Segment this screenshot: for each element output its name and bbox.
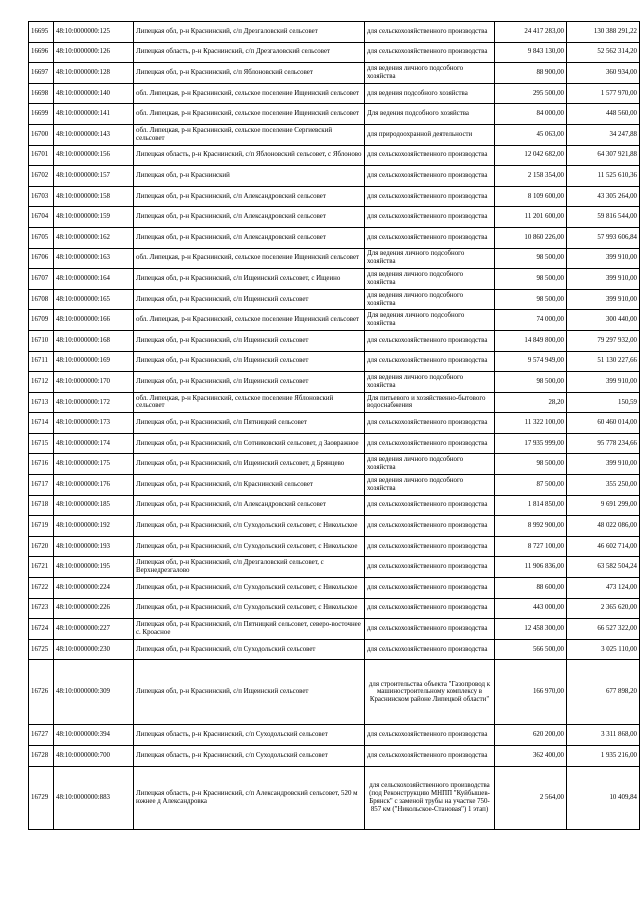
cadastral-value-cell: 448 560,00	[567, 104, 640, 125]
cadastral-value-cell: 300 440,00	[567, 310, 640, 331]
cadastral-number-cell: 48:10:0000000:168	[54, 330, 134, 351]
area-cell: 98 500,00	[495, 372, 567, 393]
address-cell: Липецкая обл, р-н Краснинский, с/п Суходольский сельсовет, с Никольское	[134, 536, 365, 557]
address-cell: Липецкая обл, р-н Краснинский, с/п Пятницкий сельсовет, северо-восточнее с. Кроасное	[134, 619, 365, 640]
address-cell: Липецкая обл, р-н Краснинский, с/п Ищеинский сельсовет	[134, 330, 365, 351]
permitted-use-cell: для сельскохозяйственного производства	[365, 330, 495, 351]
row-number-cell: 16714	[29, 413, 54, 434]
row-number-cell: 16717	[29, 475, 54, 496]
table-row	[29, 269, 640, 290]
cadastral-number-cell: 48:10:0000000:883	[54, 766, 134, 829]
area-cell: 74 000,00	[495, 310, 567, 331]
row-number-cell: 16708	[29, 289, 54, 310]
land-plots-table	[28, 21, 640, 830]
permitted-use-cell: для сельскохозяйственного производства	[365, 639, 495, 660]
area-cell: 620 200,00	[495, 725, 567, 746]
cadastral-number-cell: 48:10:0000000:125	[54, 22, 134, 43]
row-number-cell: 16705	[29, 227, 54, 248]
area-cell: 12 042 682,00	[495, 145, 567, 166]
table-row	[29, 186, 640, 207]
table-row	[29, 83, 640, 104]
permitted-use-cell: для сельскохозяйственного производства	[365, 351, 495, 372]
table-row	[29, 433, 640, 454]
cadastral-number-cell: 48:10:0000000:169	[54, 351, 134, 372]
cadastral-number-cell: 48:10:0000000:140	[54, 83, 134, 104]
cadastral-number-cell: 48:10:0000000:192	[54, 516, 134, 537]
table-row	[29, 166, 640, 187]
cadastral-number-cell: 48:10:0000000:309	[54, 660, 134, 725]
table-row	[29, 454, 640, 475]
cadastral-value-cell: 360 934,00	[567, 63, 640, 84]
area-cell: 1 814 850,00	[495, 495, 567, 516]
row-number-cell: 16726	[29, 660, 54, 725]
area-cell: 98 500,00	[495, 454, 567, 475]
cadastral-value-cell: 66 527 322,00	[567, 619, 640, 640]
row-number-cell: 16712	[29, 372, 54, 393]
permitted-use-cell: Для ведения личного подсобного хозяйства	[365, 310, 495, 331]
row-number-cell: 16697	[29, 63, 54, 84]
table-row	[29, 248, 640, 269]
row-number-cell: 16721	[29, 557, 54, 578]
table-row	[29, 227, 640, 248]
cadastral-number-cell: 48:10:0000000:166	[54, 310, 134, 331]
area-cell: 9 574 949,00	[495, 351, 567, 372]
table-row	[29, 104, 640, 125]
address-cell: Липецкая обл, р-н Краснинский, с/п Александровский сельсовет	[134, 186, 365, 207]
row-number-cell: 16727	[29, 725, 54, 746]
row-number-cell: 16715	[29, 433, 54, 454]
address-cell: Липецкая обл, р-н Краснинский, с/п Ищеинский сельсовет, с Ищеино	[134, 269, 365, 290]
cadastral-number-cell: 48:10:0000000:175	[54, 454, 134, 475]
permitted-use-cell: для строительства объекта "Газопровод к машиностроительному комплексу в Краснинском районе Липецкой области"	[365, 660, 495, 725]
permitted-use-cell: Для ведения личного подсобного хозяйства	[365, 248, 495, 269]
table-row	[29, 516, 640, 537]
address-cell: Липецкая обл, р-н Краснинский, с/п Ищеинский сельсовет	[134, 351, 365, 372]
row-number-cell: 16729	[29, 766, 54, 829]
row-number-cell: 16718	[29, 495, 54, 516]
cadastral-value-cell: 3 311 868,00	[567, 725, 640, 746]
area-cell: 24 417 283,00	[495, 22, 567, 43]
table-row	[29, 22, 640, 43]
row-number-cell: 16701	[29, 145, 54, 166]
address-cell: Липецкая обл, р-н Краснинский, с/п Яблоновский сельсовет	[134, 63, 365, 84]
cadastral-value-cell: 399 910,00	[567, 248, 640, 269]
table-row	[29, 42, 640, 63]
address-cell: Липецкая обл, р-н Краснинский, с/п Ищеинский сельсовет	[134, 660, 365, 725]
cadastral-number-cell: 48:10:0000000:224	[54, 578, 134, 599]
table-row	[29, 351, 640, 372]
cadastral-number-cell: 48:10:0000000:158	[54, 186, 134, 207]
address-cell: Липецкая обл, р-н Краснинский, с/п Ищеинский сельсовет	[134, 289, 365, 310]
address-cell: Липецкая обл, р-н Краснинский, с/п Суходольский сельсовет, с Никольское	[134, 598, 365, 619]
address-cell: Липецкая обл, р-н Краснинский	[134, 166, 365, 187]
table-row	[29, 495, 640, 516]
area-cell: 8 109 600,00	[495, 186, 567, 207]
table-row	[29, 145, 640, 166]
address-cell: Липецкая обл, р-н Краснинский, с/п Александровский сельсовет	[134, 495, 365, 516]
address-cell: обл. Липецкая, р-н Краснинский, сельское поселение Ищеинский сельсовет	[134, 310, 365, 331]
row-number-cell: 16728	[29, 746, 54, 767]
row-number-cell: 16722	[29, 578, 54, 599]
table-row	[29, 124, 640, 145]
table-row	[29, 207, 640, 228]
cadastral-value-cell: 10 409,84	[567, 766, 640, 829]
row-number-cell: 16707	[29, 269, 54, 290]
cadastral-number-cell: 48:10:0000000:128	[54, 63, 134, 84]
table-row	[29, 619, 640, 640]
cadastral-number-cell: 48:10:0000000:126	[54, 42, 134, 63]
permitted-use-cell: для ведения личного подсобного хозяйства	[365, 289, 495, 310]
permitted-use-cell: для ведения личного подсобного хозяйства	[365, 269, 495, 290]
permitted-use-cell: для ведения личного подсобного хозяйства	[365, 475, 495, 496]
cadastral-number-cell: 48:10:0000000:162	[54, 227, 134, 248]
cadastral-number-cell: 48:10:0000000:159	[54, 207, 134, 228]
address-cell: Липецкая область, р-н Краснинский, с/п Яблоновский сельсовет, с Яблоново	[134, 145, 365, 166]
cadastral-number-cell: 48:10:0000000:230	[54, 639, 134, 660]
table-row	[29, 413, 640, 434]
area-cell: 14 849 800,00	[495, 330, 567, 351]
permitted-use-cell: для ведения личного подсобного хозяйства	[365, 372, 495, 393]
cadastral-value-cell: 3 025 110,00	[567, 639, 640, 660]
cadastral-value-cell: 9 691 299,00	[567, 495, 640, 516]
cadastral-value-cell: 1 935 216,00	[567, 746, 640, 767]
address-cell: Липецкая обл, р-н Краснинский, с/п Дрезгаловский сельсовет	[134, 22, 365, 43]
cadastral-number-cell: 48:10:0000000:173	[54, 413, 134, 434]
cadastral-value-cell: 64 307 921,88	[567, 145, 640, 166]
address-cell: Липецкая обл, р-н Краснинский, с/п Пятницкий сельсовет	[134, 413, 365, 434]
area-cell: 88 900,00	[495, 63, 567, 84]
area-cell: 98 500,00	[495, 269, 567, 290]
area-cell: 2 564,00	[495, 766, 567, 829]
address-cell: обл. Липецкая, р-н Краснинский, сельское поселение Ищеинский сельсовет	[134, 248, 365, 269]
row-number-cell: 16716	[29, 454, 54, 475]
area-cell: 12 458 300,00	[495, 619, 567, 640]
address-cell: обл. Липецкая, р-н Краснинский, сельское поселение Ищеинский сельсовет	[134, 104, 365, 125]
row-number-cell: 16710	[29, 330, 54, 351]
row-number-cell: 16711	[29, 351, 54, 372]
cadastral-value-cell: 60 460 014,00	[567, 413, 640, 434]
permitted-use-cell: для сельскохозяйственного производства	[365, 227, 495, 248]
address-cell: Липецкая обл, р-н Краснинский, с/п Краснинский сельсовет	[134, 475, 365, 496]
area-cell: 84 000,00	[495, 104, 567, 125]
permitted-use-cell: для сельскохозяйственного производства	[365, 413, 495, 434]
address-cell: Липецкая обл, р-н Краснинский, с/п Сотниковский сельсовет, д Заовражное	[134, 433, 365, 454]
cadastral-value-cell: 399 910,00	[567, 289, 640, 310]
row-number-cell: 16706	[29, 248, 54, 269]
table-row	[29, 310, 640, 331]
permitted-use-cell: для сельскохозяйственного производства	[365, 536, 495, 557]
address-cell: Липецкая область, р-н Краснинский, с/п Суходольский сельсовет	[134, 746, 365, 767]
cadastral-number-cell: 48:10:0000000:141	[54, 104, 134, 125]
permitted-use-cell: для сельскохозяйственного производства	[365, 619, 495, 640]
table-row	[29, 330, 640, 351]
cadastral-value-cell: 399 910,00	[567, 372, 640, 393]
cadastral-value-cell: 52 562 314,20	[567, 42, 640, 63]
cadastral-value-cell: 46 602 714,00	[567, 536, 640, 557]
permitted-use-cell: для сельскохозяйственного производства	[365, 433, 495, 454]
area-cell: 87 500,00	[495, 475, 567, 496]
permitted-use-cell: для сельскохозяйственного производства	[365, 42, 495, 63]
cadastral-number-cell: 48:10:0000000:156	[54, 145, 134, 166]
cadastral-number-cell: 48:10:0000000:165	[54, 289, 134, 310]
cadastral-number-cell: 48:10:0000000:143	[54, 124, 134, 145]
area-cell: 28,20	[495, 392, 567, 413]
cadastral-value-cell: 43 305 264,00	[567, 186, 640, 207]
table-row	[29, 372, 640, 393]
cadastral-number-cell: 48:10:0000000:174	[54, 433, 134, 454]
address-cell: Липецкая обл, р-н Краснинский, с/п Александровский сельсовет	[134, 207, 365, 228]
cadastral-value-cell: 2 365 620,00	[567, 598, 640, 619]
area-cell: 11 906 836,00	[495, 557, 567, 578]
row-number-cell: 16698	[29, 83, 54, 104]
row-number-cell: 16696	[29, 42, 54, 63]
row-number-cell: 16720	[29, 536, 54, 557]
permitted-use-cell: для сельскохозяйственного производства	[365, 746, 495, 767]
area-cell: 45 063,00	[495, 124, 567, 145]
cadastral-value-cell: 355 250,00	[567, 475, 640, 496]
cadastral-number-cell: 48:10:0000000:157	[54, 166, 134, 187]
address-cell: Липецкая обл, р-н Краснинский, с/п Суходольский сельсовет, с Никольское	[134, 578, 365, 599]
area-cell: 2 158 354,00	[495, 166, 567, 187]
area-cell: 11 201 600,00	[495, 207, 567, 228]
permitted-use-cell: для сельскохозяйственного производства	[365, 578, 495, 599]
permitted-use-cell: Для питьевого и хозяйственно-бытового водоснабжения	[365, 392, 495, 413]
cadastral-value-cell: 473 124,00	[567, 578, 640, 599]
cadastral-number-cell: 48:10:0000000:226	[54, 598, 134, 619]
table-row	[29, 598, 640, 619]
area-cell: 166 970,00	[495, 660, 567, 725]
area-cell: 9 843 130,00	[495, 42, 567, 63]
address-cell: Липецкая обл, р-н Краснинский, с/п Суходольский сельсовет	[134, 639, 365, 660]
area-cell: 8 727 100,00	[495, 536, 567, 557]
area-cell: 88 600,00	[495, 578, 567, 599]
address-cell: Липецкая область, р-н Краснинский, с/п Суходольский сельсовет	[134, 725, 365, 746]
address-cell: Липецкая обл, р-н Краснинский, с/п Александровский сельсовет	[134, 227, 365, 248]
permitted-use-cell: для ведения личного подсобного хозяйства	[365, 63, 495, 84]
permitted-use-cell: Для ведения подсобного хозяйства	[365, 104, 495, 125]
address-cell: обл. Липецкая, р-н Краснинский, сельское поселение Яблоновский сельсовет	[134, 392, 365, 413]
cadastral-value-cell: 11 525 610,36	[567, 166, 640, 187]
cadastral-value-cell: 399 910,00	[567, 269, 640, 290]
address-cell: Липецкая обл, р-н Краснинский, с/п Ищеинский сельсовет, д Брянцево	[134, 454, 365, 475]
table-row	[29, 536, 640, 557]
cadastral-number-cell: 48:10:0000000:700	[54, 746, 134, 767]
cadastral-number-cell: 48:10:0000000:195	[54, 557, 134, 578]
permitted-use-cell: для сельскохозяйственного производства	[365, 557, 495, 578]
row-number-cell: 16719	[29, 516, 54, 537]
permitted-use-cell: для природоохранной деятельности	[365, 124, 495, 145]
permitted-use-cell: для сельскохозяйственного производства	[365, 725, 495, 746]
table-row	[29, 392, 640, 413]
permitted-use-cell: для ведения подсобного хозяйства	[365, 83, 495, 104]
permitted-use-cell: для сельскохозяйственного производства	[365, 186, 495, 207]
cadastral-value-cell: 59 816 544,00	[567, 207, 640, 228]
cadastral-number-cell: 48:10:0000000:172	[54, 392, 134, 413]
address-cell: Липецкая обл, р-н Краснинский, с/п Суходольский сельсовет, с Никольское	[134, 516, 365, 537]
cadastral-number-cell: 48:10:0000000:170	[54, 372, 134, 393]
cadastral-value-cell: 48 022 086,00	[567, 516, 640, 537]
table-row	[29, 578, 640, 599]
document-page	[28, 21, 640, 830]
cadastral-value-cell: 51 130 227,66	[567, 351, 640, 372]
address-cell: Липецкая область, р-н Краснинский, с/п Дрезгаловский сельсовет	[134, 42, 365, 63]
cadastral-number-cell: 48:10:0000000:227	[54, 619, 134, 640]
cadastral-value-cell: 399 910,00	[567, 454, 640, 475]
table-row	[29, 475, 640, 496]
area-cell: 98 500,00	[495, 289, 567, 310]
table-row	[29, 766, 640, 829]
row-number-cell: 16702	[29, 166, 54, 187]
cadastral-value-cell: 95 778 234,66	[567, 433, 640, 454]
row-number-cell: 16700	[29, 124, 54, 145]
address-cell: Липецкая обл, р-н Краснинский, с/п Дрезгаловский сельсовет, с Верхнедрезгалово	[134, 557, 365, 578]
cadastral-number-cell: 48:10:0000000:164	[54, 269, 134, 290]
table-row	[29, 660, 640, 725]
row-number-cell: 16699	[29, 104, 54, 125]
cadastral-value-cell: 57 993 606,84	[567, 227, 640, 248]
permitted-use-cell: для сельскохозяйственного производства	[365, 495, 495, 516]
table-row	[29, 63, 640, 84]
area-cell: 8 992 900,00	[495, 516, 567, 537]
row-number-cell: 16704	[29, 207, 54, 228]
table-row	[29, 725, 640, 746]
cadastral-value-cell: 63 582 504,24	[567, 557, 640, 578]
address-cell: Липецкая область, р-н Краснинский, с/п Александровский сельсовет, 520 м южнее д Александровка	[134, 766, 365, 829]
area-cell: 17 935 999,00	[495, 433, 567, 454]
row-number-cell: 16709	[29, 310, 54, 331]
table-row	[29, 557, 640, 578]
permitted-use-cell: для сельскохозяйственного производства	[365, 22, 495, 43]
permitted-use-cell: для сельскохозяйственного производства	[365, 207, 495, 228]
cadastral-number-cell: 48:10:0000000:176	[54, 475, 134, 496]
permitted-use-cell: для сельскохозяйственного производства	[365, 145, 495, 166]
row-number-cell: 16713	[29, 392, 54, 413]
area-cell: 566 500,00	[495, 639, 567, 660]
row-number-cell: 16695	[29, 22, 54, 43]
table-row	[29, 639, 640, 660]
cadastral-value-cell: 34 247,88	[567, 124, 640, 145]
address-cell: Липецкая обл, р-н Краснинский, с/п Ищеинский сельсовет	[134, 372, 365, 393]
address-cell: обл. Липецкая, р-н Краснинский, сельское поселение Сергиевский сельсовет	[134, 124, 365, 145]
permitted-use-cell: для ведения личного подсобного хозяйства	[365, 454, 495, 475]
row-number-cell: 16703	[29, 186, 54, 207]
cadastral-number-cell: 48:10:0000000:163	[54, 248, 134, 269]
table-body	[29, 22, 640, 830]
cadastral-value-cell: 150,59	[567, 392, 640, 413]
permitted-use-cell: для сельскохозяйственного производства	[365, 166, 495, 187]
cadastral-value-cell: 677 898,20	[567, 660, 640, 725]
area-cell: 98 500,00	[495, 248, 567, 269]
area-cell: 443 000,00	[495, 598, 567, 619]
table-row	[29, 289, 640, 310]
cadastral-number-cell: 48:10:0000000:394	[54, 725, 134, 746]
area-cell: 11 322 100,00	[495, 413, 567, 434]
cadastral-value-cell: 79 297 932,00	[567, 330, 640, 351]
permitted-use-cell: для сельскохозяйственного производства	[365, 598, 495, 619]
row-number-cell: 16724	[29, 619, 54, 640]
area-cell: 10 860 226,00	[495, 227, 567, 248]
area-cell: 362 400,00	[495, 746, 567, 767]
area-cell: 295 500,00	[495, 83, 567, 104]
cadastral-value-cell: 130 388 291,22	[567, 22, 640, 43]
permitted-use-cell: для сельскохозяйственного производства	[365, 516, 495, 537]
row-number-cell: 16723	[29, 598, 54, 619]
permitted-use-cell: для сельскохозяйственного производства (под Реконструкцию МНПП "Куйбышев-Брянск" с заменой трубы на участке 750-857 км ("Никольское-Становая") 1 этап)	[365, 766, 495, 829]
address-cell: обл. Липецкая, р-н Краснинский, сельское поселение Ищеинский сельсовет	[134, 83, 365, 104]
table-row	[29, 746, 640, 767]
cadastral-value-cell: 1 577 970,00	[567, 83, 640, 104]
row-number-cell: 16725	[29, 639, 54, 660]
cadastral-number-cell: 48:10:0000000:193	[54, 536, 134, 557]
cadastral-number-cell: 48:10:0000000:185	[54, 495, 134, 516]
